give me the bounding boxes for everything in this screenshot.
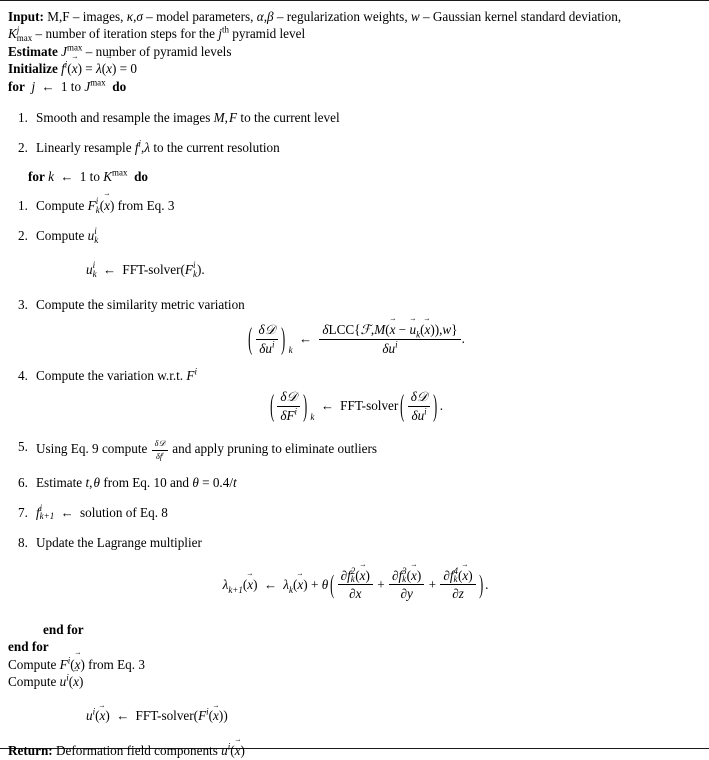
inner-step-8 xyxy=(8,534,703,551)
inner-step-2 xyxy=(8,227,703,244)
outer-step-2 xyxy=(8,139,703,156)
input-label: Input: xyxy=(8,9,44,24)
input-line-1 xyxy=(8,8,703,25)
inner-step-3-text: Compute the similarity metric variation xyxy=(36,297,245,313)
inner-step-5 xyxy=(8,438,703,460)
inner-step-list xyxy=(8,197,703,551)
inner-step-1-text: Compute F i k (x →) from Eq. 3 xyxy=(36,198,174,213)
for-keyword: for xyxy=(8,78,25,94)
compute-F-line: Compute $F^i(x$ →) from Eq. 3 xyxy=(8,656,703,673)
return-label: Return: xyxy=(8,743,53,759)
equation-u-final: $u^i(x$ →) ← FFT-$solver(F^i(x$ →)) xyxy=(8,708,703,724)
end-for-outer-label: end for xyxy=(8,639,49,655)
inner-step-2-number: 2. xyxy=(18,228,28,244)
algorithm-header xyxy=(8,8,703,95)
outer-step-2-number: 2. xyxy=(18,140,28,156)
end-for-inner-label: end for xyxy=(43,621,84,637)
inner-step-6-number: 6. xyxy=(18,474,28,490)
do-keyword: do xyxy=(112,78,127,94)
inner-step-6 xyxy=(8,474,703,491)
estimate-line: Estimate $J^{max}$ – number of pyramid levels xyxy=(8,42,232,59)
return-line: Return: Deformation field components $u^i(x$ →) xyxy=(8,742,703,759)
inner-step-8-text: Update the Lagrange multiplier xyxy=(36,534,202,550)
inner-step-2-text: Compute u i k xyxy=(36,226,99,245)
inner-step-1 xyxy=(8,197,703,214)
compute-u-line: Compute $u^i(x$ →) xyxy=(8,673,703,690)
inner-step-1-number: 1. xyxy=(18,198,28,214)
inner-step-3-number: 3. xyxy=(18,297,28,313)
outer-step-1-number: 1. xyxy=(18,110,28,126)
inner-step-5-text: Using Eq. 9 compute $\frac{\text{δ𝒟}}{\delta f^i}$ and apply pruning to eliminate outliers xyxy=(36,439,378,461)
inner-step-3 xyxy=(8,296,703,313)
for-inner-keyword: for xyxy=(28,169,45,185)
equation-fft-solver-F: ( $\frac{\text{δ𝒟}}{\delta F^i}$ ) $_k$ ← FFT-solver ( $\frac{\text{δ𝒟}}{\delta u^i}$ ) . xyxy=(270,387,444,423)
end-for-outer xyxy=(8,638,703,655)
outer-step-2-text: Linearly resample $f^i,\lambda$ to the current resolution xyxy=(36,138,280,156)
initialize-label: Initialize xyxy=(8,61,58,77)
equation-u-fft-solver: u i k ← FFT-solver(F i k ). xyxy=(86,260,205,279)
for-outer-line: for j ← 1 to $J^{max}$ do xyxy=(8,77,127,94)
inner-step-7 xyxy=(8,504,703,521)
inner-step-7-text: f i k+1 ← solution of Eq. 8 xyxy=(36,503,168,522)
equation-lagrange-update: $\lambda_{k+1}(x$ →) ← $\lambda_k(x$ →) + θ ( ∂f 2 k (x →) ∂x + ∂f 3 k (x →) ∂y + ∂f 4 k (x →) ∂z ) . xyxy=(8,569,703,603)
inner-step-4 xyxy=(8,367,703,384)
outer-step-1-text: Smooth and resample the images M, F to the current level xyxy=(36,110,340,126)
inner-step-7-number: 7. xyxy=(18,504,28,520)
outer-step-list xyxy=(8,109,703,156)
for-inner-line: for k ← 1 to $K^{max}$ do xyxy=(28,167,149,185)
initialize-line: Initialize $f^i(x$ →) = λ(x →) = 0 xyxy=(8,60,703,77)
inner-step-4-text: Compute the variation w.r.t. $F^i$ xyxy=(36,366,197,384)
inner-step-6-text: Estimate t, θ from Eq. 10 and θ = 0.4/t xyxy=(36,474,237,490)
inner-step-5-number: 5. xyxy=(18,439,28,455)
do-inner-keyword: do xyxy=(134,169,149,185)
outer-step-1 xyxy=(8,109,703,126)
estimate-label: Estimate xyxy=(8,43,58,59)
inner-step-8-number: 8. xyxy=(18,534,28,550)
inner-step-4-number: 4. xyxy=(18,368,28,384)
algorithm-footer xyxy=(8,621,703,760)
equation-metric-variation: ( $\frac{\text{δ𝒟}}{\delta u^i}$ ) $_k$ ← $\frac{\delta LCC\{ℱ,M(x \to - u \to_k(x \to)),w\}}{\delta u^i}$ . xyxy=(8,323,703,357)
end-for-inner xyxy=(8,621,703,638)
input-line-1-text: M,F – images, κ,σ – model parameters, α,β – regularization weights, w – Gaussian kernel standard deviation, xyxy=(47,9,622,24)
input-line-2: K j max – number of iteration steps for the $j^{th}$ pyramid level xyxy=(8,24,306,44)
